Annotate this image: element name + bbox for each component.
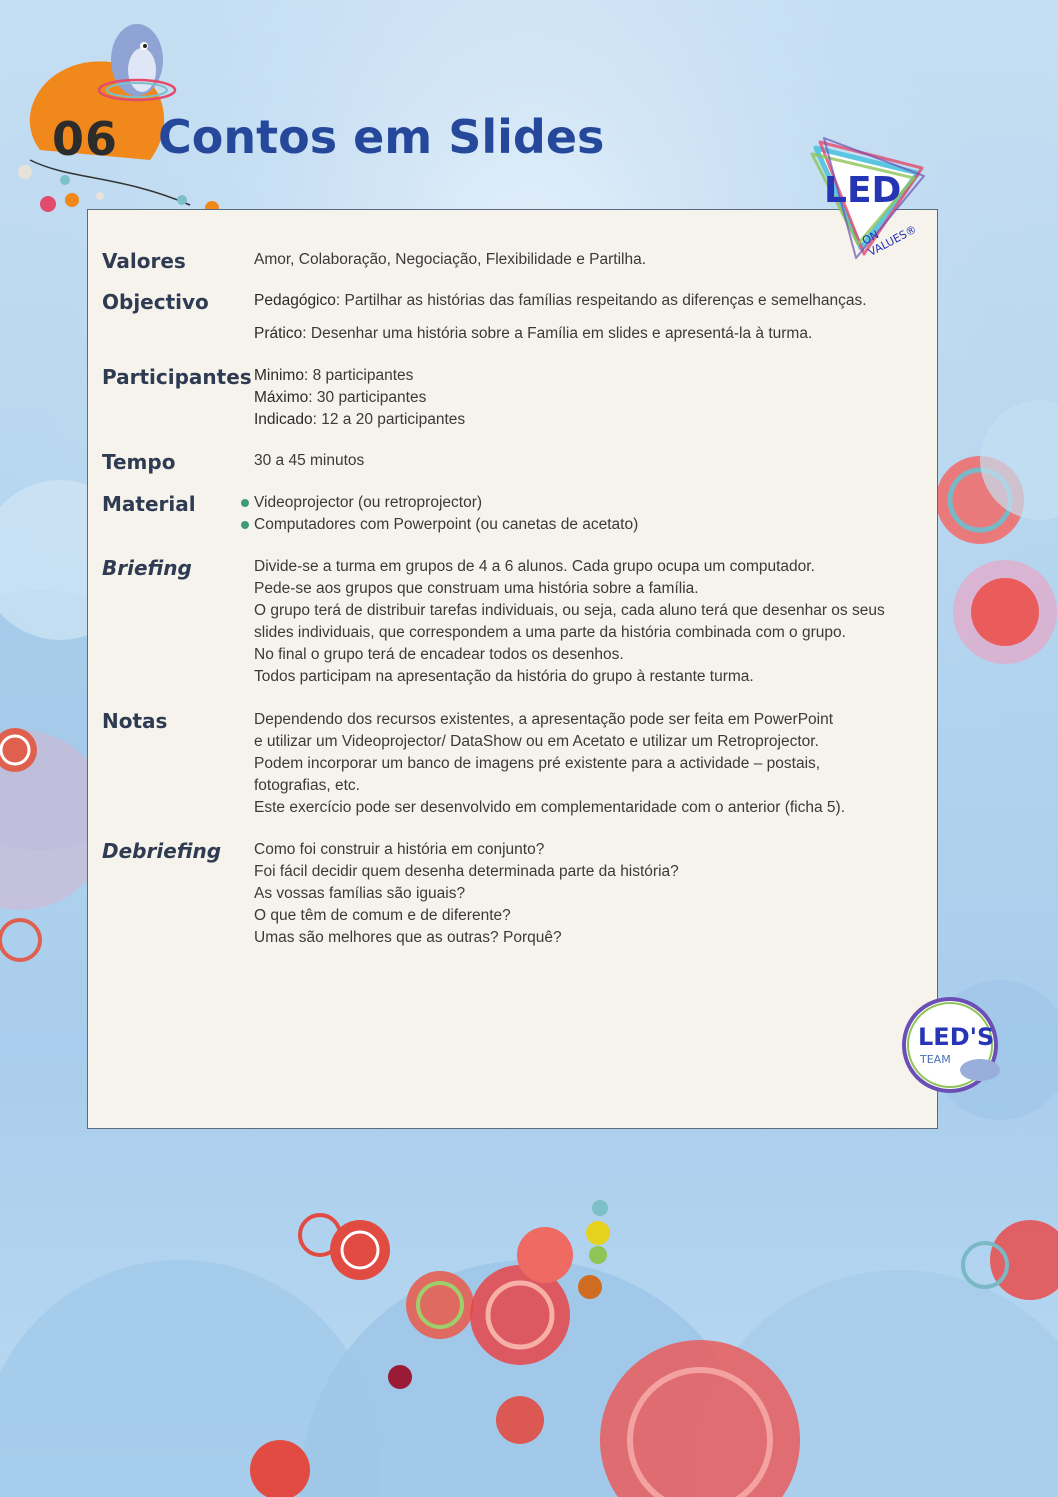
item-text: 30 participantes: [316, 389, 427, 406]
objectivo-item: [254, 290, 914, 312]
leds-team-logo: [900, 995, 1010, 1095]
section-label: Notas: [102, 709, 168, 733]
item-text: 8 participantes: [312, 367, 414, 384]
participantes-item: [254, 409, 914, 431]
activity-number: 06: [52, 112, 119, 166]
item-text: 12 a 20 participantes: [321, 411, 466, 428]
debriefing-line: O que têm de comum e de diferente?: [254, 907, 511, 924]
tempo-text: 30 a 45 minutos: [254, 452, 365, 469]
notas-line: e utilizar um Videoprojector/ DataShow ou em Acetato e utilizar um Retroprojector.: [254, 733, 819, 750]
page-title: Contos em Slides: [158, 110, 605, 164]
section-content: [254, 365, 914, 431]
term: Prático: [254, 325, 303, 342]
separator: :: [308, 389, 317, 406]
term: Pedagógico: [254, 292, 336, 309]
debriefing-line: As vossas famílias são iguais?: [254, 885, 466, 902]
objectivo-item: [254, 323, 914, 345]
bullet-icon: [241, 521, 249, 529]
briefing-line: No final o grupo terá de encadear todos os desenhos.: [254, 646, 624, 663]
led-logo-text: LED: [824, 170, 902, 211]
debriefing-line: Foi fácil decidir quem desenha determinada parte da história?: [254, 863, 679, 880]
section-content: [254, 492, 914, 536]
term: Minimo: [254, 367, 304, 384]
section-objectivo: [102, 290, 922, 350]
section-label: Material: [102, 492, 196, 516]
section-content: [254, 709, 914, 819]
leds-team-text: LED'S: [918, 1023, 995, 1051]
section-content: [254, 839, 914, 949]
section-content: [254, 450, 914, 472]
section-briefing: [102, 556, 922, 696]
item-text: Computadores com Powerpoint (ou canetas de acetato): [254, 516, 639, 533]
notas-line: fotografias, etc.: [254, 777, 360, 794]
led-logo-subtext: ON VALUES®: [860, 222, 919, 259]
section-material: [102, 492, 922, 540]
valores-text: Amor, Colaboração, Negociação, Flexibilidade e Partilha.: [254, 251, 647, 268]
section-debriefing: [102, 839, 922, 954]
briefing-line: Pede-se aos grupos que construam uma história sobre a família.: [254, 580, 699, 597]
term: Indicado: [254, 411, 313, 428]
section-label: Debriefing: [102, 839, 222, 863]
section-label: Valores: [102, 249, 186, 273]
bullet-icon: [241, 499, 249, 507]
leds-team-subtext: TEAM: [920, 1053, 951, 1066]
notas-line: Podem incorporar um banco de imagens pré existente para a actividade – postais,: [254, 755, 821, 772]
briefing-line: O grupo terá de distribuir tarefas individuais, ou seja, cada aluno terá que desenhar os seus: [254, 602, 885, 619]
debriefing-line: Como foi construir a história em conjunto?: [254, 841, 545, 858]
participantes-item: [254, 387, 914, 409]
term: Máximo: [254, 389, 309, 406]
section-content: [254, 290, 914, 345]
briefing-line: Divide-se a turma em grupos de 4 a 6 alunos. Cada grupo ocupa um computador.: [254, 558, 815, 575]
separator: :: [312, 411, 322, 428]
separator: :: [303, 367, 313, 384]
section-participantes: [102, 365, 922, 435]
briefing-line: Todos participam na apresentação da história do grupo à restante turma.: [254, 668, 754, 685]
notas-line: Este exercício pode ser desenvolvido em complementaridade com o anterior (ficha 5).: [254, 799, 846, 816]
section-content: [254, 249, 914, 271]
section-tempo: [102, 450, 922, 476]
separator: :: [302, 325, 311, 342]
section-label: Participantes: [102, 365, 252, 389]
section-label: Objectivo: [102, 290, 209, 314]
participantes-item: [254, 365, 914, 387]
notas-line: Dependendo dos recursos existentes, a apresentação pode ser feita em PowerPoint: [254, 711, 834, 728]
section-notas: [102, 709, 922, 824]
section-valores: [102, 249, 922, 275]
section-label: Briefing: [102, 556, 192, 580]
material-item: [254, 492, 914, 514]
material-item: [254, 514, 914, 536]
section-label: Tempo: [102, 450, 176, 474]
dolphin-mascot-icon: [92, 10, 182, 120]
section-content: [254, 556, 914, 688]
debriefing-line: Umas são melhores que as outras? Porquê?: [254, 929, 562, 946]
led-on-values-logo: [806, 128, 928, 268]
item-text: Partilhar as histórias das famílias respeitando as diferenças e semelhanças.: [344, 292, 867, 309]
item-text: Videoprojector (ou retroprojector): [254, 494, 483, 511]
item-text: Desenhar uma história sobre a Família em slides e apresentá-la à turma.: [310, 325, 813, 342]
briefing-line: slides individuais, que correspondem a uma parte da história combinada com o grupo.: [254, 624, 846, 641]
separator: :: [335, 292, 345, 309]
